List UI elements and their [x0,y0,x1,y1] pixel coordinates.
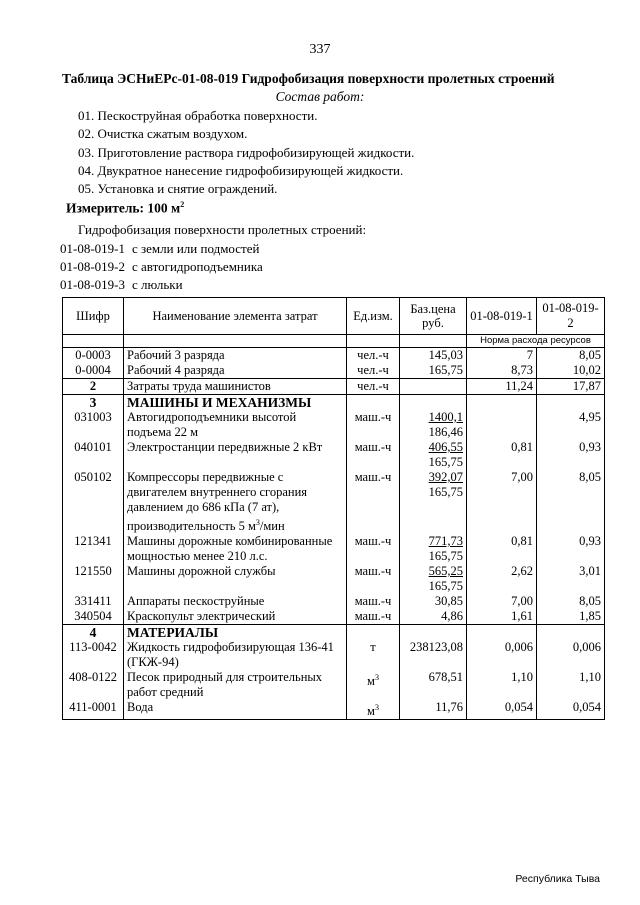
header-unit: Ед.изм. [347,298,400,335]
work-item: 05. Установка и снятие ограждений. [78,181,278,196]
work-item: 01. Пескоструйная обработка поверхности. [78,108,318,123]
variant-item: 01-08-019-1 с земли или подмостей [60,241,260,256]
table-header-row [63,298,605,335]
work-item: 02. Очистка сжатым воздухом. [78,126,248,141]
table-row: 411-0001 Вода $м^3$ 11,76 0,054 0,054 [63,700,605,720]
header-price: Баз.цена руб. [400,298,467,335]
table-row: 050102 Компрессоры передвижные с двигателем внутреннего сгорания давлением до 686 кПа (7 ат), производительность 5 $м^3$/мин маш.-ч 392,07 165,75 7,00 8,05 [63,470,605,534]
table-row: 040101 Электростанции передвижные 2 кВт маш.-ч 406,55 165,75 0,81 0,93 [63,440,605,470]
section-row: 3 МАШИНЫ И МЕХАНИЗМЫ [63,395,605,411]
page-number: 337 [309,42,331,57]
table-row: 121341 Машины дорожные комбинированные мощностью менее 210 л.с. маш.-ч 771,73 165,75 0,81 0,93 [63,534,605,564]
work-item: 03. Приготовление раствора гидрофобизирующей жидкости. [78,145,415,160]
resource-norms-table [62,297,605,720]
header-col-2: 01-08-019-2 [537,298,605,335]
header-code: Шифр [63,298,124,335]
table-row: 340504 Краскопульт электрический маш.-ч 4,86 1,61 1,85 [63,609,605,625]
header-name: Наименование элемента затрат [124,298,347,335]
table-row: 2 Затраты труда машинистов чел.-ч 11,24 17,87 [63,379,605,395]
variant-item: 01-08-019-2 с автогидроподъемника [60,259,263,274]
header-col-1: 01-08-019-1 [467,298,537,335]
table-row: 0-0003 Рабочий 3 разряда чел.-ч 145,03 7 8,05 [63,348,605,364]
table-row: 408-0122 Песок природный для строительных работ средний $м^3$ 678,51 1,10 1,10 [63,670,605,700]
table-title: Таблица ЭСНиЕРс-01-08-019 Гидрофобизация поверхности пролетных строений [62,71,555,86]
section-row: 4 МАТЕРИАЛЫ [63,625,605,641]
variants-intro: Гидрофобизация поверхности пролетных строений: [78,222,367,237]
measurement-unit: Измеритель: 100 $м^2$ [66,200,185,216]
footer-region: Республика Тыва [515,873,600,885]
table-row: 0-0004 Рабочий 4 разряда чел.-ч 165,75 8,73 10,02 [63,363,605,379]
norm-caption: Норма расхода ресурсов [467,335,605,348]
table-row: 113-0042 Жидкость гидрофобизирующая 136-41 (ГКЖ-94) т 238123,08 0,006 0,006 [63,640,605,670]
table-row: 031003 Автогидроподъемники высотой подъема 22 м маш.-ч 1400,1 186,46 4,95 [63,410,605,440]
table-row: 331411 Аппараты пескоструйные маш.-ч 30,85 7,00 8,05 [63,594,605,609]
work-composition-heading: Состав работ: [275,89,365,104]
variant-item: 01-08-019-3 с люльки [60,277,183,292]
table-row: 121550 Машины дорожной службы маш.-ч 565,25 165,75 2,62 3,01 [63,564,605,594]
norm-caption-row [63,335,605,348]
work-item: 04. Двукратное нанесение гидрофобизирующей жидкости. [78,163,404,178]
